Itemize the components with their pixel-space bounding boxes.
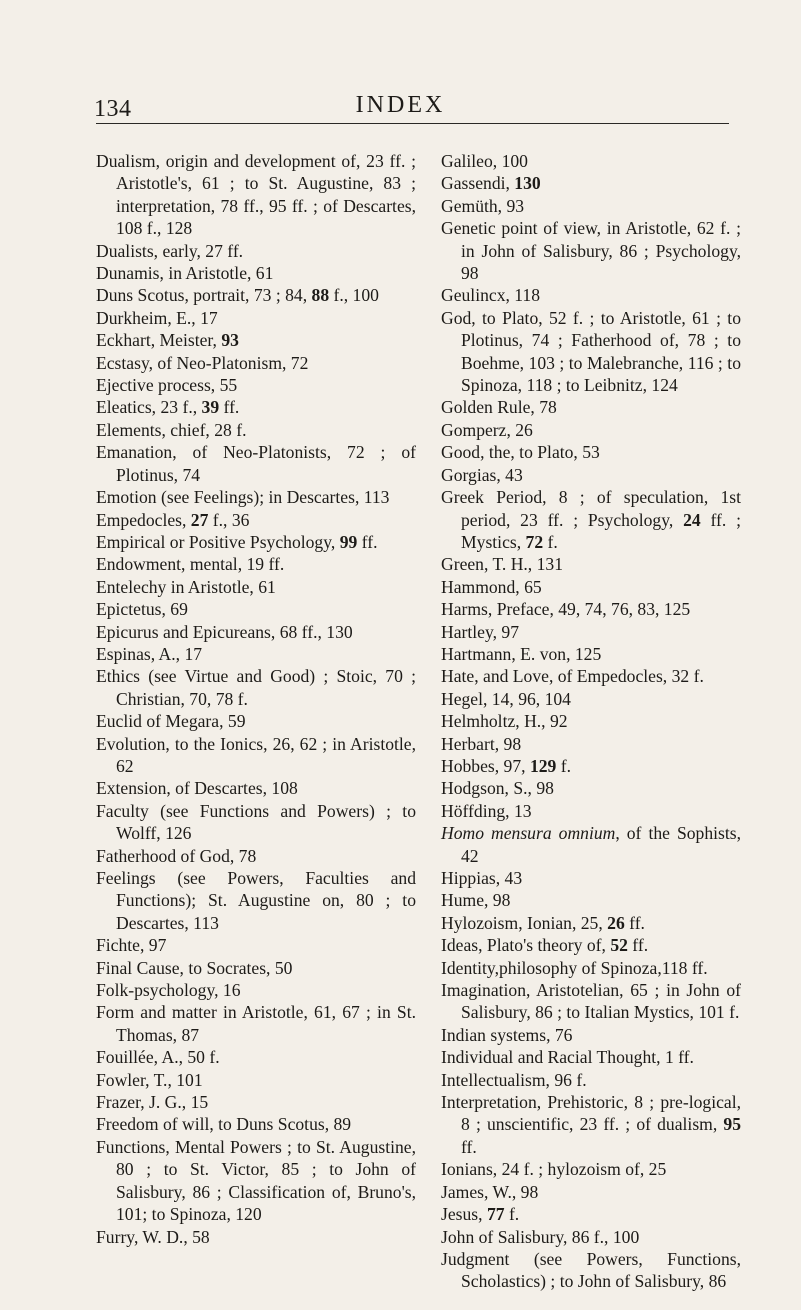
entry-text: f. [556,755,571,776]
entry-text: Gorgias, 43 [441,464,523,485]
index-entry [441,172,741,194]
running-head: INDEX [355,92,446,118]
index-entry [96,150,416,240]
entry-text: Hegel, 14, 96, 104 [441,688,571,709]
entry-text: Fichte, 97 [96,935,167,956]
index-entry [441,396,741,418]
entry-text: Intellectualism, 96 f. [441,1069,587,1090]
bold-page-ref: 24 [683,509,701,530]
entry-text: Hate, and Love, of Empedocles, 32 f. [441,666,704,687]
index-entry [441,777,741,799]
entry-text: Genetic point of view, in Aristotle, 62 f. ; in John of Salisbury, 86 ; Psychology, 98 [441,218,741,284]
entry-text: Harms, Preface, 49, 74, 76, 83, 125 [441,599,691,620]
entry-text: Final Cause, to Socrates, 50 [96,957,293,978]
index-entry [96,800,416,845]
entry-text: Good, the, to Plato, 53 [441,442,600,463]
index-entry [96,1113,416,1135]
index-entry [441,284,741,306]
index-entry [96,352,416,374]
index-entry [96,867,416,934]
entry-text: Gassendi, [441,173,515,194]
entry-text: Jesus, [441,1204,487,1225]
bold-page-ref: 95 [723,1114,741,1135]
bold-page-ref: 130 [514,173,541,194]
entry-text: Functions, Mental Powers ; to St. Augustine, 80 ; to St. Victor, 85 ; to John of Salisbury, 86 ; Classification of, Bruno's, 101; to Spinoza, 120 [96,1136,416,1225]
index-entry [441,800,741,822]
index-entry [96,284,416,306]
index-entry [441,307,741,397]
index-entry [96,643,416,665]
index-entry [96,934,416,956]
index-entry [96,486,416,508]
entry-text: Helmholtz, H., 92 [441,711,568,732]
entry-text: Hylozoism, Ionian, 25, [441,912,608,933]
index-entry [441,1226,741,1248]
entry-text: Epicurus and Epicureans, 68 ff., 130 [96,621,353,642]
index-entry [441,688,741,710]
bold-page-ref: 77 [486,1204,505,1225]
bold-page-ref: 93 [221,330,239,351]
entry-text: Dualists, early, 27 ff. [96,240,244,261]
index-entry [441,217,741,284]
entry-text: Espinas, A., 17 [96,643,203,664]
entry-text: Folk-psychology, 16 [96,980,241,1001]
entry-text: Hume, 98 [441,890,511,911]
entry-text: Entelechy in Aristotle, 61 [96,576,276,597]
entry-text: Eleatics, 23 f., [96,397,202,418]
entry-text: ff. [461,1136,477,1157]
index-entry [441,195,741,217]
page-number: 134 [94,96,132,122]
index-entry [441,576,741,598]
entry-text: Empirical or Positive Psychology, [96,531,340,552]
entry-text: Ejective process, 55 [96,375,238,396]
index-entry [441,621,741,643]
index-entry [441,419,741,441]
entry-text: Durkheim, E., 17 [96,307,218,328]
index-entry [441,665,741,687]
index-entry [96,262,416,284]
index-entry [441,867,741,889]
index-entry [96,576,416,598]
index-entry [96,957,416,979]
index-entry [441,822,741,867]
entry-text: Emotion (see Feelings); in Descartes, 113 [96,487,390,508]
index-entry [96,396,416,418]
index-entry [96,845,416,867]
entry-text: James, W., 98 [441,1181,539,1202]
index-entry [96,777,416,799]
entry-text: Dunamis, in Aristotle, 61 [96,263,274,284]
entry-text: Hippias, 43 [441,868,523,888]
entry-text: Galileo, 100 [441,151,528,171]
index-entry [96,665,416,710]
index-entry [96,1069,416,1091]
entry-text: f., 36 [208,509,250,530]
index-entry [96,1046,416,1068]
entry-text: Imagination, Aristotelian, 65 ; in John of Salisbury, 86 ; to Italian Mystics, 101 f. [441,980,741,1023]
index-entry [96,240,416,262]
italic-term: Homo mensura omnium [441,823,616,844]
entry-text: Evolution, to the Ionics, 26, 62 ; in Aristotle, 62 [96,733,416,776]
entry-text: ff. [624,912,645,933]
index-entry [441,1158,741,1180]
index-entry [96,441,416,486]
index-entry [441,441,741,463]
entry-text: Gomperz, 26 [441,419,533,440]
entry-text: Ethics (see Virtue and Good) ; Stoic, 70 ; Christian, 70, 78 f. [96,666,416,709]
entry-text: Fatherhood of God, 78 [96,845,257,866]
entry-text: Hodgson, S., 98 [441,778,554,799]
index-entry [441,710,741,732]
index-entry [96,1226,416,1248]
entry-text: Green, T. H., 131 [441,554,563,575]
bold-page-ref: 27 [190,509,209,530]
entry-text: Hammond, 65 [441,576,542,597]
index-entry [441,912,741,934]
index-entry [441,553,741,575]
entry-text: , of the Sophists, 42 [461,823,741,866]
index-entry [96,979,416,1001]
entry-text: Elements, chief, 28 f. [96,419,247,440]
index-entry [441,643,741,665]
index-entry [441,1046,741,1068]
index-entry [441,934,741,956]
index-entry [96,374,416,396]
entry-text: Indian systems, 76 [441,1024,573,1045]
index-entry [96,509,416,531]
entry-text: ff. [627,935,649,956]
entry-text: Eckhart, Meister, [96,330,222,351]
index-entry [96,553,416,575]
index-entry [96,598,416,620]
entry-text: Fowler, T., 101 [96,1069,203,1090]
entry-text: Geulincx, 118 [441,285,541,306]
entry-text: Höffding, 13 [441,800,532,821]
header-rule [96,123,729,124]
entry-text: Judgment (see Powers, Functions, Scholastics) ; to John of Salisbury, 86 [441,1248,741,1292]
entry-text: Identity,philosophy of Spinoza,118 ff. [441,957,708,978]
entry-text: Fouillée, A., 50 f. [96,1047,220,1068]
index-entry [96,733,416,778]
entry-text: Emanation, of Neo-Platonists, 72 ; of Plotinus, 74 [96,442,416,485]
index-entry [96,419,416,441]
entry-text: Feelings (see Powers, Faculties and Functions); St. Augustine on, 80 ; to Descartes, 113 [96,868,416,933]
index-entry [441,957,741,979]
entry-text: ff. [219,397,240,418]
bold-page-ref: 52 [610,935,628,956]
bold-page-ref: 39 [201,397,220,418]
entry-text: Greek Period, 8 ; of speculation, 1st period, 23 ff. ; Psychology, [441,487,741,530]
index-entry [441,1181,741,1203]
entry-text: Form and matter in Aristotle, 61, 67 ; in St. Thomas, 87 [96,1002,416,1045]
index-entry [96,1091,416,1113]
index-entry [441,1024,741,1046]
index-entry [441,733,741,755]
entry-text: John of Salisbury, 86 f., 100 [441,1226,640,1247]
index-entry [441,1248,741,1293]
entry-text: f. [543,531,558,552]
index-entry [96,307,416,329]
index-entry [441,755,741,777]
index-entry [441,1203,741,1225]
index-column-right [441,150,741,1293]
index-entry [96,329,416,351]
index-column-left [96,150,416,1248]
index-entry [96,1136,416,1226]
entry-text: Extension, of Descartes, 108 [96,778,298,799]
entry-text: Hartley, 97 [441,621,520,642]
entry-text: Ionians, 24 f. ; hylozoism of, 25 [441,1159,667,1180]
entry-text: Duns Scotus, portrait, 73 ; 84, [96,285,312,306]
entry-text: Hartmann, E. von, 125 [441,643,602,664]
entry-text: Endowment, mental, 19 ff. [96,554,285,575]
index-entry [96,621,416,643]
index-entry [441,464,741,486]
entry-text: Ideas, Plato's theory of, [441,935,611,956]
index-entry [441,1091,741,1158]
index-entry [96,710,416,732]
index-entry [441,150,741,172]
entry-text: Furry, W. D., 58 [96,1226,210,1247]
entry-text: Herbart, 98 [441,733,522,754]
entry-text: God, to Plato, 52 f. ; to Aristotle, 61 ; to Plotinus, 74 ; Fatherhood of, 78 ; to Boehme, 103 ; to Malebranche, 116 ; to Spinoza, 118 ; to Leibnitz, 124 [441,307,741,396]
index-entry [441,598,741,620]
index-entry [441,1069,741,1091]
index-entry [96,531,416,553]
entry-text: Empedocles, [96,509,191,530]
index-entry [441,889,741,911]
entry-text: Golden Rule, 78 [441,397,557,418]
index-entry [441,979,741,1024]
entry-text: Frazer, J. G., 15 [96,1092,209,1113]
entry-text: Individual and Racial Thought, 1 ff. [441,1047,694,1068]
bold-page-ref: 26 [607,912,625,933]
entry-text: Hobbes, 97, [441,755,530,776]
bold-page-ref: 88 [311,285,330,306]
entry-text: Interpretation, Prehistoric, 8 ; pre-logical, 8 ; unscientific, 23 ff. ; of dualism, [441,1092,741,1135]
bold-page-ref: 129 [529,755,557,776]
entry-text: Gemüth, 93 [441,195,525,216]
entry-text: Faculty (see Functions and Powers) ; to Wolff, 126 [96,800,416,844]
entry-text: Euclid of Megara, 59 [96,711,246,732]
bold-page-ref: 72 [525,531,544,552]
entry-text: f., 100 [329,285,379,306]
entry-text: Ecstasy, of Neo-Platonism, 72 [96,352,309,373]
bold-page-ref: 99 [339,531,358,552]
entry-text: Epictetus, 69 [96,599,188,620]
entry-text: Freedom of will, to Duns Scotus, 89 [96,1114,352,1135]
index-entry [441,486,741,553]
index-entry [96,1001,416,1046]
entry-text: f. [504,1204,520,1225]
entry-text: Dualism, origin and development of, 23 ff. ; Aristotle's, 61 ; to St. Augustine, 83 ; interpretation, 78 ff., 95 ff. ; of Descartes, 108 f., 128 [96,151,416,239]
entry-text: ff. [357,531,378,552]
entry-text: ff. ; Mystics, [461,509,742,552]
